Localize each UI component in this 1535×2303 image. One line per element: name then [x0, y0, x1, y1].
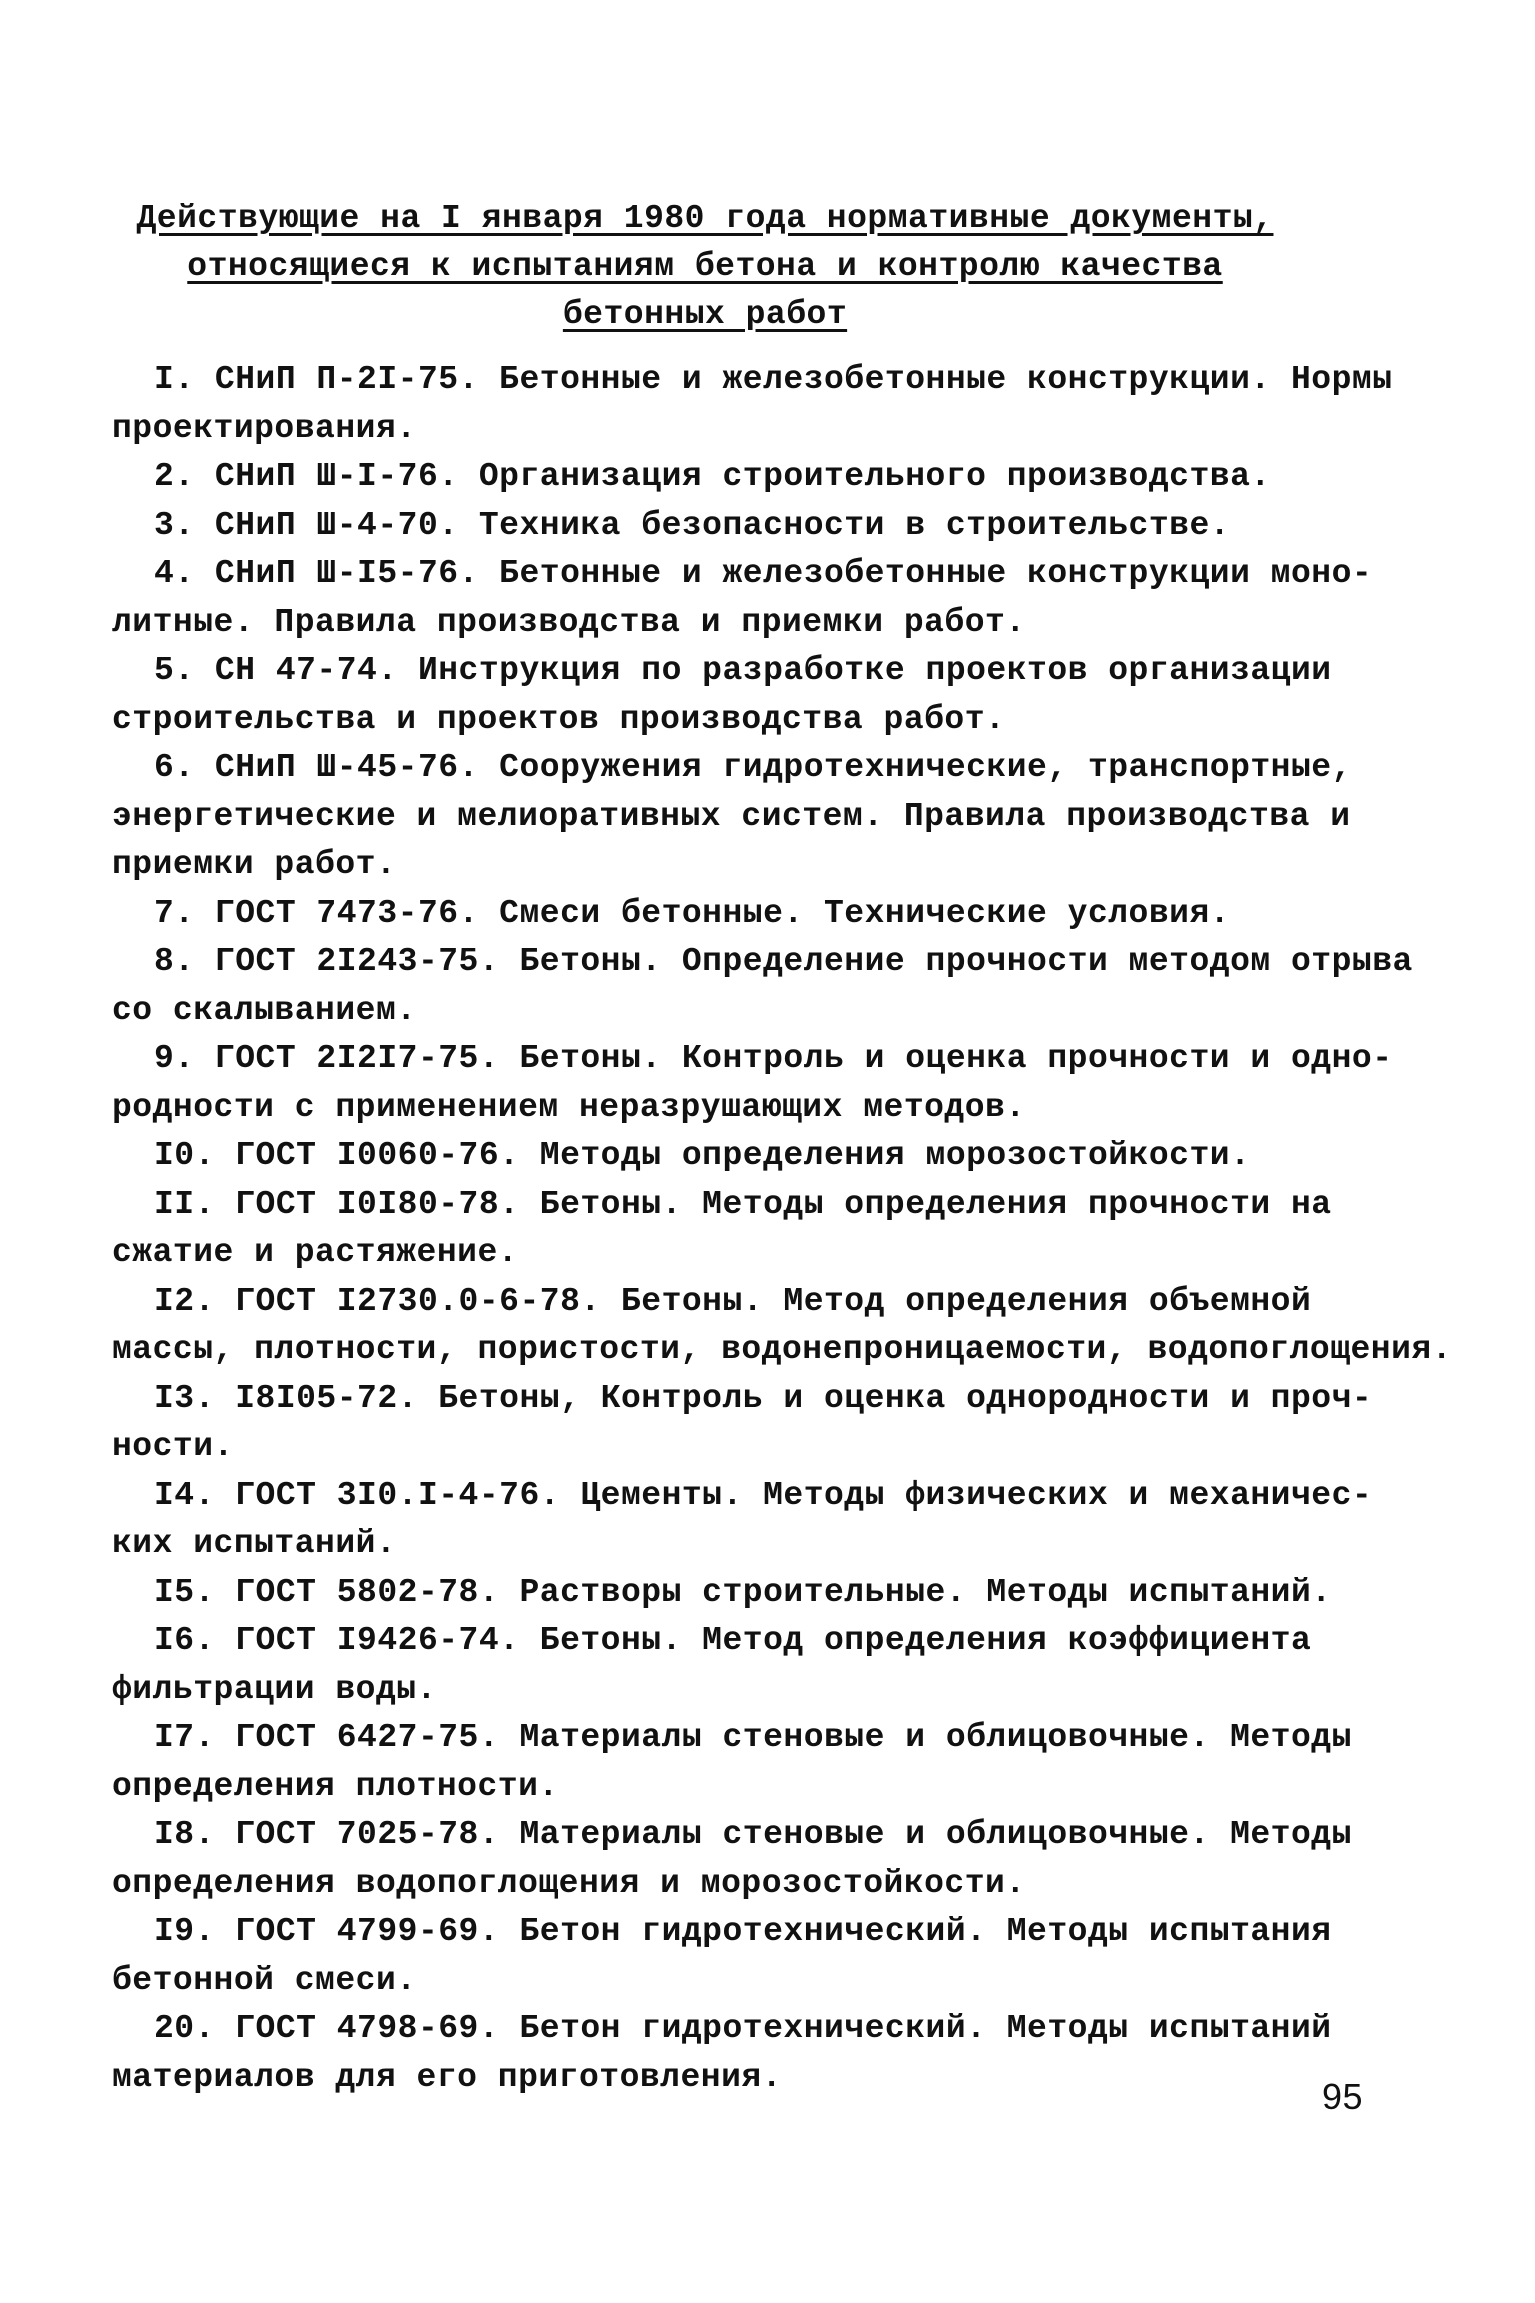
list-item-continuation-line: бетонной смеси. [112, 1961, 417, 1999]
list-item-first-line: I3. I8I05-72. Бетоны, Контроль и оценка однородности и проч- [154, 1379, 1373, 1417]
list-item-continuation-line: приемки работ. [112, 846, 397, 883]
heading-line: бетонных работ [562, 296, 848, 333]
list-item-continuation-line: литные. Правила производства и приемки работ. [112, 603, 1026, 641]
list-item-continuation-line: проектирования. [112, 409, 417, 447]
list-item [112, 1132, 1442, 1181]
list-item-continuation-line: энергетические и мелиоративных систем. Правила производства и [112, 797, 1351, 835]
list-item-continuation-line: строительства и проектов производства работ. [112, 700, 1006, 738]
list-item-continuation-line: определения водопоглощения и морозостойкости. [112, 1864, 1026, 1902]
heading-line: Действующие на I января 1980 года нормативные документы, [136, 200, 1274, 237]
page-number: 95 [1322, 2076, 1364, 2117]
list-item [112, 1714, 1442, 1811]
list-item [112, 1375, 1442, 1472]
list-item-first-line: I6. ГОСТ I9426-74. Бетоны. Метод определения коэффициента [154, 1622, 1312, 1659]
list-item [112, 647, 1442, 744]
list-item-continuation-line: со скалыванием. [112, 991, 417, 1029]
list-item [112, 1569, 1442, 1618]
list-item [112, 938, 1442, 1035]
document-heading [100, 195, 1310, 339]
list-item-continuation-line: ких испытаний. [112, 1525, 397, 1562]
list-item-first-line: I. СНиП П-2I-75. Бетонные и железобетонные конструкции. Нормы [154, 361, 1393, 398]
list-item [112, 1181, 1442, 1278]
heading-line: относящиеся к испытаниям бетона и контролю качества [187, 248, 1223, 285]
list-item [112, 453, 1442, 502]
list-item [112, 1811, 1442, 1908]
list-item-first-line: 7. ГОСТ 7473-76. Смеси бетонные. Технические условия. [154, 894, 1231, 932]
list-item-first-line: 4. СНиП Ш-I5-76. Бетонные и железобетонные конструкции моно- [154, 555, 1373, 592]
list-item [112, 1908, 1442, 2005]
list-item-first-line: I5. ГОСТ 5802-78. Растворы строительные. Методы испытаний. [154, 1573, 1332, 1611]
list-item-first-line: 6. СНиП Ш-45-76. Сооружения гидротехнические, транспортные, [154, 749, 1352, 786]
list-item-continuation-line: сжатие и растяжение. [112, 1234, 519, 1271]
list-item-first-line: 3. СНиП Ш-4-70. Техника безопасности в строительстве. [154, 506, 1231, 544]
list-item [112, 550, 1442, 647]
list-item-continuation-line: массы, плотности, пористости, водонепроницаемости, водопоглощения. [112, 1331, 1453, 1368]
list-item [112, 1617, 1442, 1714]
list-item-first-line: I8. ГОСТ 7025-78. Материалы стеновые и облицовочные. Методы [154, 1816, 1352, 1853]
list-item-continuation-line: родности с применением неразрушающих методов. [112, 1088, 1026, 1126]
reference-list [112, 356, 1453, 2102]
list-item [112, 356, 1442, 453]
list-item [112, 1035, 1442, 1132]
list-item [112, 1472, 1442, 1569]
list-item-first-line: I7. ГОСТ 6427-75. Материалы стеновые и облицовочные. Методы [154, 1719, 1352, 1756]
list-item [112, 502, 1442, 551]
list-item-first-line: II. ГОСТ I0I80-78. Бетоны. Методы определения прочности на [154, 1185, 1332, 1223]
list-item-first-line: I4. ГОСТ 3I0.I-4-76. Цементы. Методы физических и механичес- [154, 1476, 1373, 1514]
list-item-first-line: I9. ГОСТ 4799-69. Бетон гидротехнический. Методы испытания [154, 1913, 1332, 1950]
list-item-continuation-line: фильтрации воды. [112, 1670, 437, 1708]
list-item [112, 2005, 1442, 2102]
list-item [112, 744, 1442, 890]
list-item-continuation-line: определения плотности. [112, 1767, 559, 1805]
list-item-continuation-line: ности. [112, 1428, 234, 1465]
list-item-first-line: 9. ГОСТ 2I2I7-75. Бетоны. Контроль и оценка прочности и одно- [154, 1040, 1393, 1077]
list-item-first-line: 2. СНиП Ш-I-76. Организация строительного производства. [154, 458, 1271, 495]
list-item-first-line: 8. ГОСТ 2I243-75. Бетоны. Определение прочности методом отрыва [154, 943, 1413, 980]
list-item-continuation-line: материалов для его приготовления. [112, 2058, 783, 2096]
list-item-first-line: I2. ГОСТ I2730.0-6-78. Бетоны. Метод определения объемной [154, 1282, 1312, 1320]
list-item-first-line: 5. СН 47-74. Инструкция по разработке проектов организации [154, 652, 1332, 689]
list-item-first-line: 20. ГОСТ 4798-69. Бетон гидротехнический. Методы испытаний [154, 2010, 1332, 2047]
list-item [112, 890, 1442, 939]
list-item [112, 1278, 1453, 1375]
list-item-first-line: I0. ГОСТ I0060-76. Методы определения морозостойкости. [154, 1137, 1251, 1174]
